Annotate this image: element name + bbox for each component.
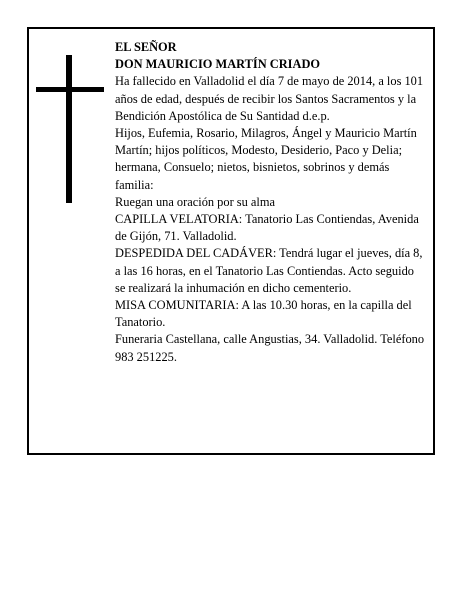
- notice-paragraph-death: Ha fallecido en Valladolid el día 7 de mayo de 2014, a los 101 años de edad, después de recibir los Santos Sacramentos y la Bendición Apostólica de Su Santidad d.e.p.: [115, 74, 424, 123]
- cross-horizontal-bar: [36, 87, 104, 92]
- latin-cross-icon: [36, 55, 104, 203]
- notice-paragraph-family: Hijos, Eufemia, Rosario, Milagros, Ángel y Mauricio Martín Martín; hijos políticos, Modesto, Desiderio, Paco y Delia; hermana, Consuelo; nietos, bisnietos, sobrinos y demás familia:: [115, 126, 417, 192]
- notice-title-line-2: DON MAURICIO MARTÍN CRIADO: [115, 57, 321, 72]
- obituary-text: [115, 39, 427, 366]
- cross-vertical-bar: [66, 55, 72, 203]
- notice-title-line-1: EL SEÑOR: [115, 40, 177, 54]
- notice-paragraph-chapel: CAPILLA VELATORIA: Tanatorio Las Contiendas, Avenida de Gijón, 71. Valladolid.: [115, 212, 419, 244]
- notice-paragraph-mass: MISA COMUNITARIA: A las 10.30 horas, en la capilla del Tanatorio.: [115, 298, 412, 330]
- notice-paragraph-funeral-home: Funeraria Castellana, calle Angustias, 34. Valladolid. Teléfono 983 251225.: [115, 332, 425, 364]
- notice-paragraph-prayer: Ruegan una oración por su alma: [115, 194, 275, 209]
- notice-paragraph-farewell: DESPEDIDA DEL CADÁVER: Tendrá lugar el jueves, día 8, a las 16 horas, en el Tanatorio Las Contiendas. Acto seguido se realizará la inhumación en dicho cementerio.: [115, 246, 423, 295]
